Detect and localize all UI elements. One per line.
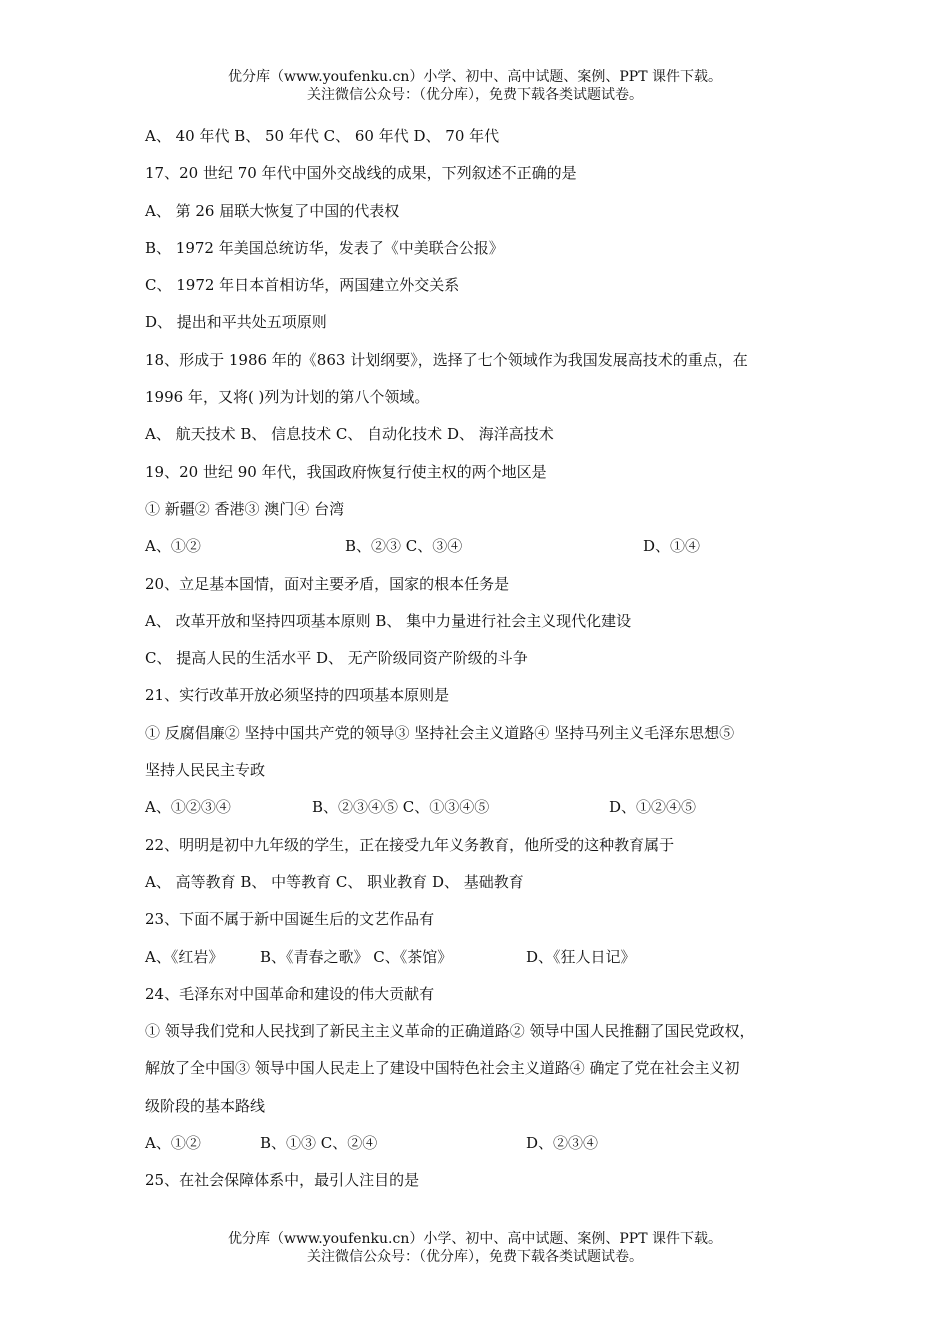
options-row-q21 [145,789,825,826]
question-22: 22、明明是初中九年级的学生，正在接受九年义务教育，他所受的这种教育属于 [145,835,675,854]
option-a: A、《红岩》 [145,947,224,966]
question-17: 17、20 世纪 70 年代中国外交战线的成果，下列叙述不正确的是 [145,164,577,183]
question-24: 24、毛泽东对中国革命和建设的伟大贡献有 [145,984,435,1003]
text-line: C、 1972 年日本首相访华，两国建立外交关系 [145,276,460,295]
option-a: A、①② [145,1134,201,1153]
text-line: D、 提出和平共处五项原则 [145,313,327,332]
page-header [0,68,950,104]
text-line: 坚持人民民主专政 [145,761,266,780]
page-footer [0,1230,950,1266]
question-18: 18、形成于 1986 年的《863 计划纲要》，选择了七个领域作为我国发展高技术的重点，在 [145,350,748,369]
text-line: 级阶段的基本路线 [145,1096,266,1115]
question-21: 21、实行改革开放必须坚持的四项基本原则是 [145,686,450,705]
options-row-q24 [145,1125,825,1162]
text-line: 解放了全中国③ 领导中国人民走上了建设中国特色社会主义道路④ 确定了党在社会主义初 [145,1059,740,1078]
option-b-c: B、②③ C、③④ [345,537,463,556]
option-d: D、①④ [643,537,701,556]
option-b-c: B、①③ C、②④ [260,1134,378,1153]
question-25: 25、在社会保障体系中，最引人注目的是 [145,1171,420,1190]
document-body [145,118,825,1200]
text-line: C、 提高人民的生活水平 D、 无产阶级同资产阶级的斗争 [145,649,528,668]
header-line-1: 优分库（www.youfenku.cn）小学、初中、高中试题、案例、PPT 课件下载。 [227,69,722,85]
text-line: A、 航天技术 B、 信息技术 C、 自动化技术 D、 海洋高技术 [145,425,554,444]
option-d: D、①②④⑤ [609,798,697,817]
option-d: D、《狂人日记》 [526,947,636,966]
question-23: 23、下面不属于新中国诞生后的文艺作品有 [145,910,435,929]
footer-line-2: 关注微信公众号：（优分库），免费下载各类试题试卷。 [307,1249,643,1265]
option-b-c: B、《青春之歌》 C、《茶馆》 [260,947,453,966]
option-a: A、①② [145,537,201,556]
text-line: ① 领导我们党和人民找到了新民主主义革命的正确道路② 领导中国人民推翻了国民党政权， [145,1022,755,1041]
text-line: ① 反腐倡廉② 坚持中国共产党的领导③ 坚持社会主义道路④ 坚持马列主义毛泽东思想⑤ [145,723,735,742]
text-line: A、 高等教育 B、 中等教育 C、 职业教育 D、 基础教育 [145,872,524,891]
question-19: 19、20 世纪 90 年代，我国政府恢复行使主权的两个地区是 [145,462,547,481]
options-row-q23 [145,939,825,976]
question-20: 20、立足基本国情，面对主要矛盾，国家的根本任务是 [145,574,510,593]
options-row-q19 [145,528,825,565]
option-d: D、②③④ [526,1134,599,1153]
text-line: A、 第 26 届联大恢复了中国的代表权 [145,201,400,220]
text-line: B、 1972 年美国总统访华，发表了《中美联合公报》 [145,238,504,257]
header-line-2: 关注微信公众号：（优分库），免费下载各类试题试卷。 [307,87,643,103]
option-a: A、①②③④ [145,798,231,817]
text-line: 1996 年，又将( )列为计划的第八个领域。 [145,388,430,407]
text-line: A、 改革开放和坚持四项基本原则 B、 集中力量进行社会主义现代化建设 [145,611,632,630]
option-b-c: B、②③④⑤ C、①③④⑤ [312,798,490,817]
footer-line-1: 优分库（www.youfenku.cn）小学、初中、高中试题、案例、PPT 课件下载。 [227,1231,722,1247]
text-line: ① 新疆② 香港③ 澳门④ 台湾 [145,499,345,518]
text-line: A、 40 年代 B、 50 年代 C、 60 年代 D、 70 年代 [145,127,500,145]
